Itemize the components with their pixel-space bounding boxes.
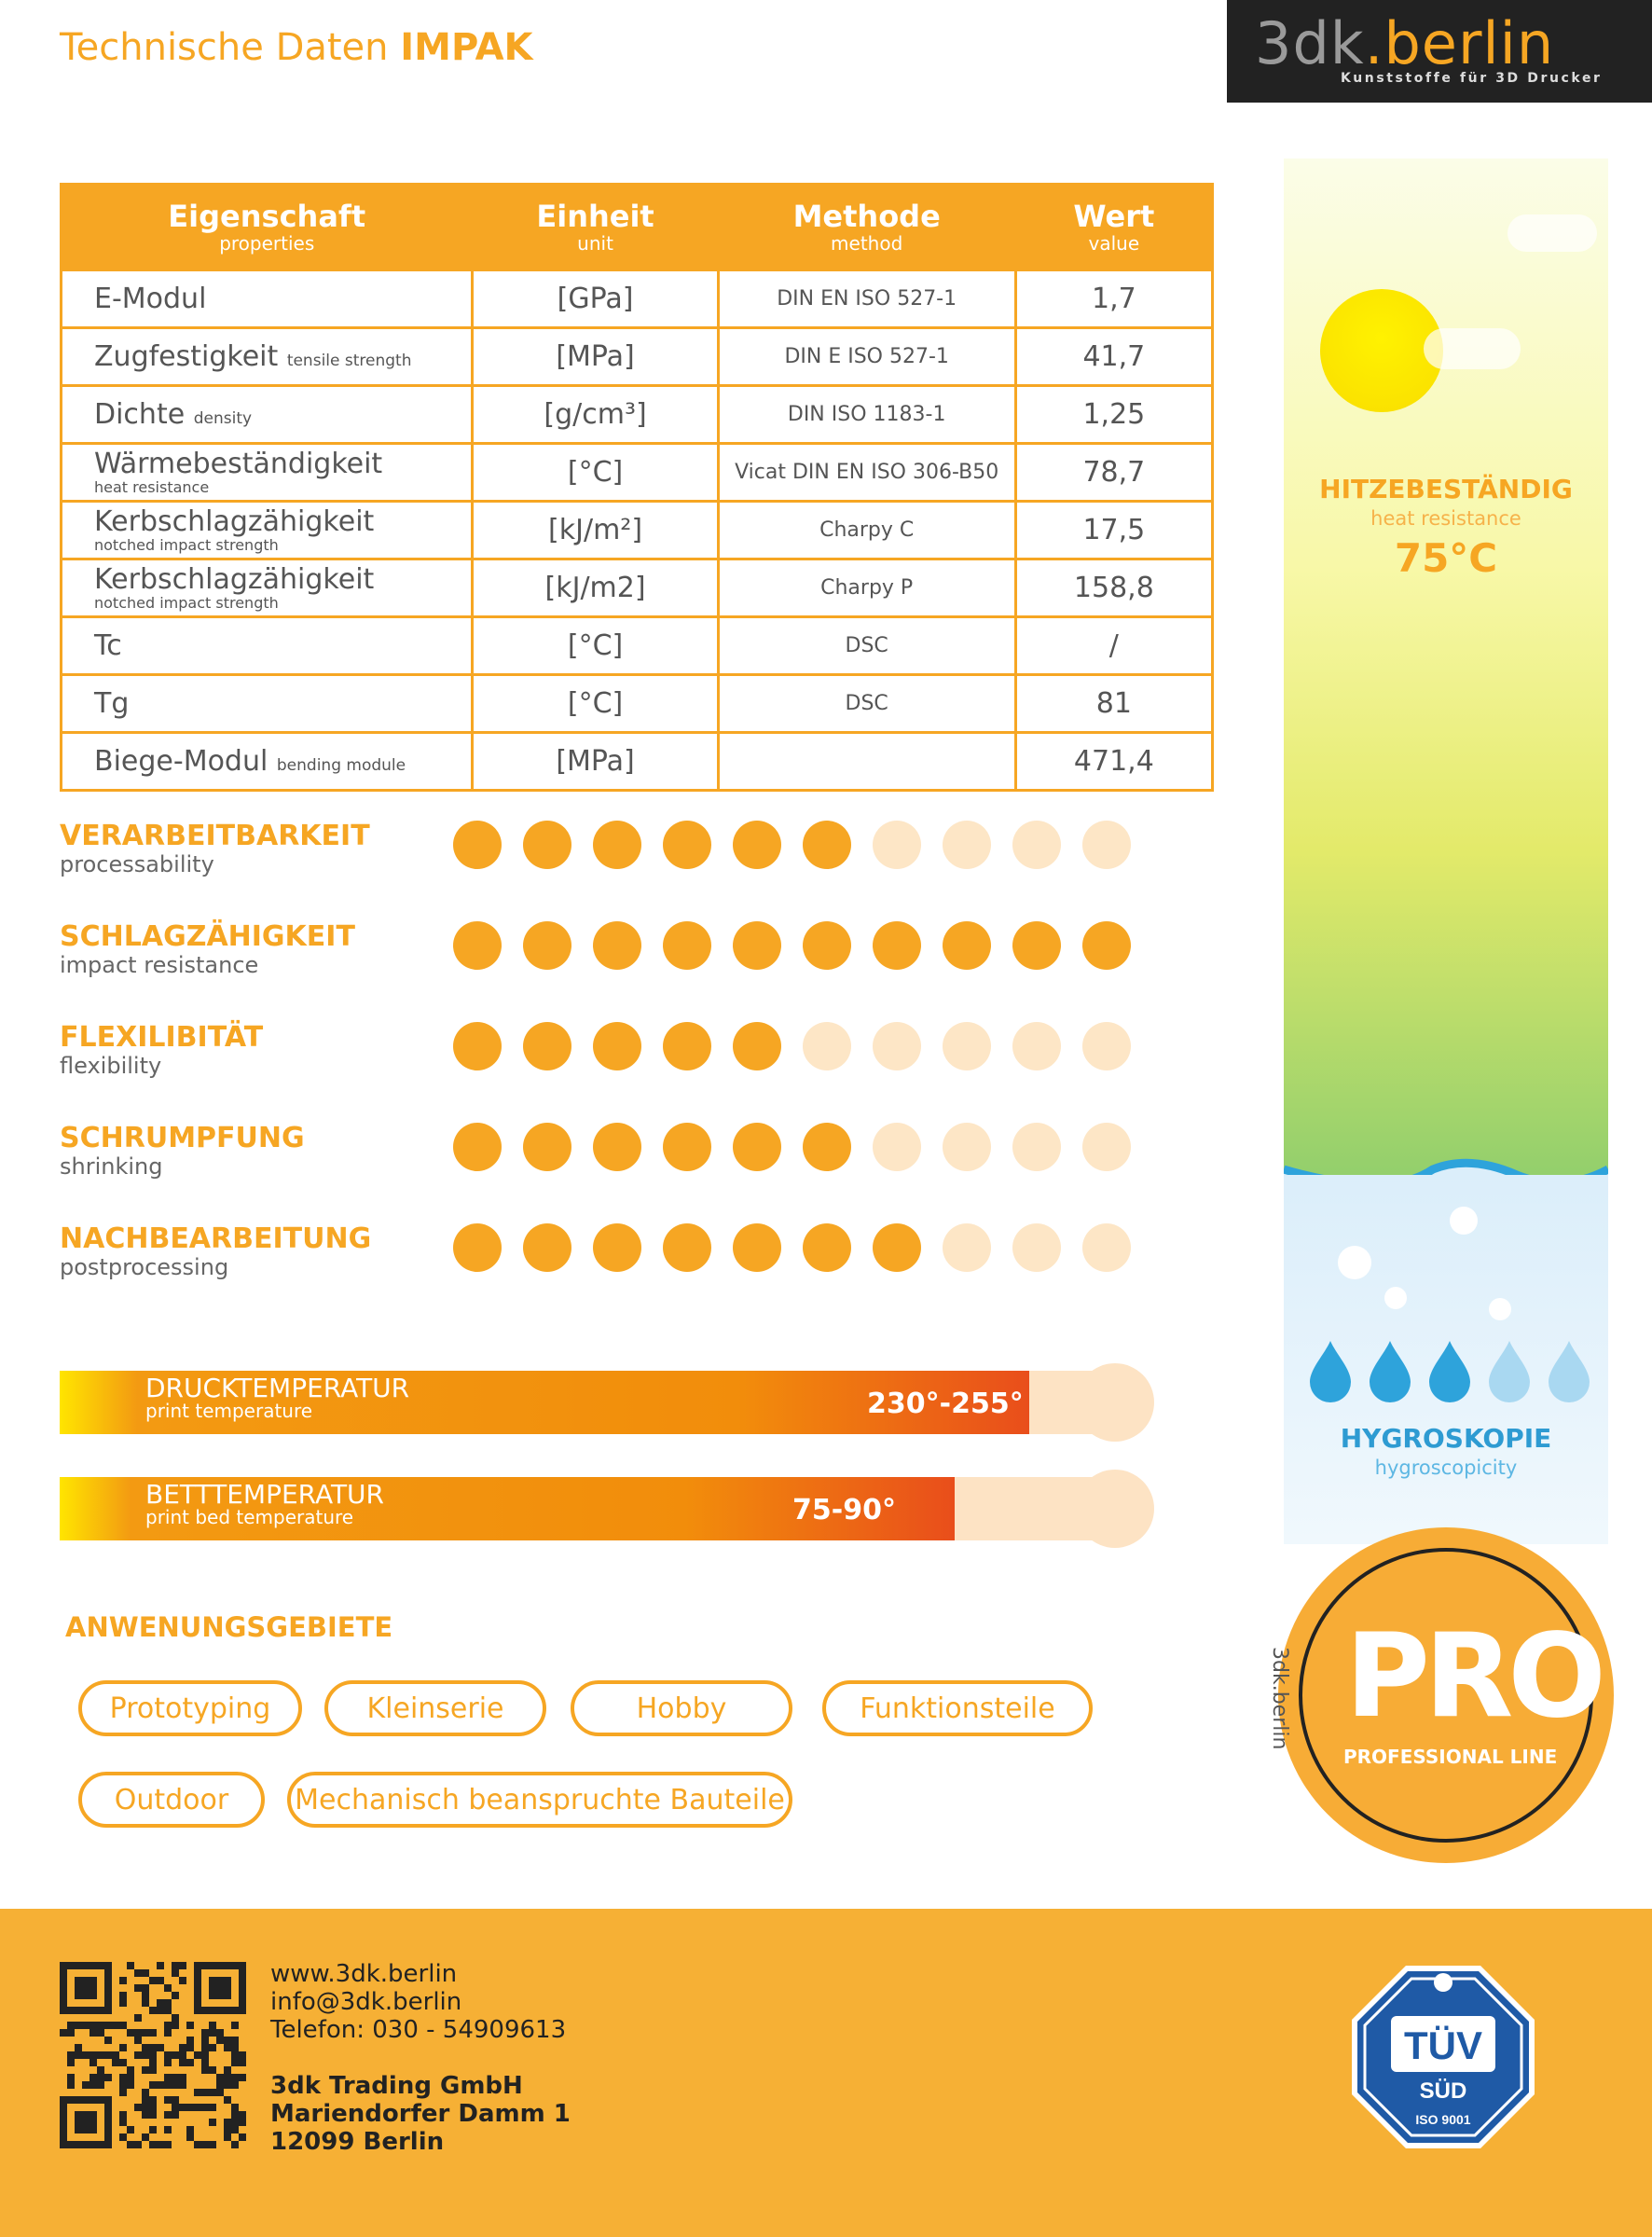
hygro-label: HYGROSKOPIE (1340, 1423, 1552, 1454)
rating-label (60, 1223, 371, 1280)
rating-dot-empty (1082, 1123, 1131, 1171)
property-name: Kerbschlagzähigkeit (94, 562, 375, 596)
property-name: Tc (94, 628, 122, 662)
property-translation: notched impact strength (94, 535, 279, 554)
rating-dot-empty (873, 1123, 921, 1171)
temperature-title: BETTTEMPERATUR (145, 1479, 385, 1510)
temperature-bar (60, 1470, 1154, 1542)
technical-data-table (60, 183, 1214, 792)
pro-badge (1268, 1527, 1614, 1863)
cell-unit: [°C] (473, 675, 718, 733)
rating-dot-empty (943, 1022, 991, 1070)
cell-method: Vicat DIN EN ISO 306-B50 (718, 444, 1015, 502)
bubble-icon (1384, 1287, 1407, 1309)
rating-dot-filled (523, 921, 571, 970)
col-header-de: Wert (1073, 198, 1155, 234)
rating-row (60, 921, 1178, 1005)
cell-value: 1,7 (1015, 270, 1212, 328)
table-header-row (62, 185, 1213, 270)
rating-title: VERARBEITBARKEIT (60, 820, 370, 852)
rating-dot-filled (663, 1022, 711, 1070)
table-row (62, 617, 1213, 675)
cell-value: 41,7 (1015, 328, 1212, 386)
table-row (62, 502, 1213, 559)
table-row (62, 559, 1213, 617)
rating-dot-filled (663, 1123, 711, 1171)
rating-dot-empty (1012, 1022, 1061, 1070)
rating-dot-empty (943, 1123, 991, 1171)
cell-unit: [°C] (473, 617, 718, 675)
rating-dot-filled (873, 1223, 921, 1272)
cell-method: DIN E ISO 527-1 (718, 328, 1015, 386)
temperature-bulb (1076, 1363, 1154, 1442)
rating-dot-filled (523, 1123, 571, 1171)
rating-row (60, 1123, 1178, 1207)
property-translation: tensile strength (286, 351, 412, 370)
rating-dot-filled (523, 1022, 571, 1070)
cell-property (62, 270, 473, 328)
rating-dot-empty (1082, 821, 1131, 869)
rating-subtitle: impact resistance (60, 952, 259, 978)
rating-dot-filled (733, 1022, 781, 1070)
rating-dot-empty (1082, 1223, 1131, 1272)
water-drop-icon (1308, 1341, 1353, 1402)
rating-label (60, 921, 355, 978)
title-product: IMPAK (400, 26, 533, 69)
col-header-de: Methode (792, 198, 941, 234)
property-name: Zugfestigkeit (94, 339, 279, 373)
rating-dot-filled (733, 921, 781, 970)
rating-title: SCHLAGZÄHIGKEIT (60, 920, 355, 953)
rating-subtitle: flexibility (60, 1053, 162, 1079)
sky-background (1284, 159, 1608, 1175)
rating-title: FLEXILIBITÄT (60, 1021, 264, 1054)
col-header-property (62, 185, 473, 270)
cell-method: Charpy C (718, 502, 1015, 559)
cell-value: 17,5 (1015, 502, 1212, 559)
temperature-subtitle: print temperature (145, 1400, 313, 1423)
rating-dot-filled (1012, 921, 1061, 970)
rating-dot-filled (803, 1223, 851, 1272)
cloud-icon (1507, 214, 1597, 252)
property-name: Tg (94, 686, 130, 720)
temperature-label (145, 1374, 409, 1421)
cell-unit: [MPa] (473, 328, 718, 386)
cell-value: 1,25 (1015, 386, 1212, 444)
rating-dot-filled (593, 1223, 641, 1272)
tuv-mid-text: SÜD (1419, 2078, 1467, 2104)
water-drop-icon (1547, 1341, 1591, 1402)
rating-subtitle: postprocessing (60, 1254, 229, 1280)
property-translation: notched impact strength (94, 593, 279, 612)
cell-property (62, 502, 473, 559)
property-translation: density (193, 408, 253, 428)
cell-method: DIN EN ISO 527-1 (718, 270, 1015, 328)
temperature-value: 75-90° (792, 1494, 896, 1526)
cell-unit: [°C] (473, 444, 718, 502)
rating-dot-filled (453, 1123, 502, 1171)
rating-dot-filled (663, 921, 711, 970)
temperature-subtitle: print bed temperature (145, 1506, 354, 1529)
cell-property (62, 559, 473, 617)
title-prefix: Technische Daten (60, 26, 389, 69)
rating-dot-filled (593, 1022, 641, 1070)
property-name: Dichte (94, 397, 186, 431)
application-tag[interactable]: Prototyping (78, 1680, 302, 1736)
cell-method (718, 733, 1015, 791)
cloud-icon (1424, 328, 1521, 369)
pro-badge-logo: 3dk.berlin (1268, 1647, 1291, 1750)
col-header-en: method (831, 232, 903, 255)
property-name: E-Modul (94, 282, 207, 315)
cell-value: 81 (1015, 675, 1212, 733)
water-drop-icon (1487, 1341, 1532, 1402)
company-name: 3dk Trading GmbH (270, 2072, 523, 2100)
rating-dot-filled (523, 821, 571, 869)
rating-label (60, 1123, 305, 1180)
rating-dot-filled (803, 1123, 851, 1171)
temperature-title: DRUCKTEMPERATUR (145, 1373, 410, 1403)
rating-dot-filled (733, 1223, 781, 1272)
rating-row (60, 1022, 1178, 1106)
heat-label: HITZEBESTÄNDIG (1319, 474, 1573, 504)
property-translation: heat resistance (94, 477, 210, 496)
rating-dot-filled (733, 821, 781, 869)
rating-dot-filled (803, 921, 851, 970)
rating-dot-empty (943, 1223, 991, 1272)
tuv-certification-icon (1350, 1964, 1536, 2150)
application-tag[interactable]: Mechanisch beanspruchte Bauteile (287, 1772, 792, 1828)
rating-dot-filled (873, 921, 921, 970)
application-tag[interactable]: Outdoor (78, 1772, 265, 1828)
heat-sublabel: heat resistance (1370, 507, 1521, 530)
water-drop-icon (1427, 1341, 1472, 1402)
cell-value: / (1015, 617, 1212, 675)
rating-subtitle: processability (60, 851, 214, 877)
cell-property (62, 733, 473, 791)
application-tag[interactable]: Hobby (571, 1680, 792, 1736)
cell-unit: [kJ/m2] (473, 559, 718, 617)
logo-tagline: Kunststoffe für 3D Drucker (1341, 71, 1603, 86)
rating-dot-filled (453, 1223, 502, 1272)
cell-value: 158,8 (1015, 559, 1212, 617)
rating-title: SCHRUMPFUNG (60, 1122, 305, 1154)
rating-dot-filled (593, 821, 641, 869)
col-header-method (718, 185, 1015, 270)
cell-unit: [GPa] (473, 270, 718, 328)
table-row (62, 386, 1213, 444)
cell-method: DSC (718, 617, 1015, 675)
col-header-de: Eigenschaft (168, 198, 366, 234)
rating-row (60, 1223, 1178, 1307)
rating-dot-filled (663, 821, 711, 869)
col-header-value (1015, 185, 1212, 270)
cell-property (62, 386, 473, 444)
logo-wordmark (1255, 9, 1555, 77)
col-header-unit (473, 185, 718, 270)
rating-dot-filled (453, 821, 502, 869)
cell-value: 78,7 (1015, 444, 1212, 502)
rating-row (60, 821, 1178, 904)
table-row (62, 444, 1213, 502)
hygro-sublabel: hygroscopicity (1374, 1457, 1518, 1479)
company-city: 12099 Berlin (270, 2128, 445, 2156)
table-row (62, 270, 1213, 328)
qr-code-icon[interactable] (60, 1962, 246, 2148)
application-tag[interactable]: Funktionsteile (822, 1680, 1093, 1736)
website-link[interactable]: www.3dk.berlin (270, 1960, 458, 1988)
applications-title: ANWENUNGSGEBIETE (65, 1611, 393, 1643)
cell-method: DSC (718, 675, 1015, 733)
rating-dot-empty (873, 821, 921, 869)
property-name: Biege-Modul (94, 744, 268, 778)
rating-dot-empty (1082, 1022, 1131, 1070)
cell-unit: [MPa] (473, 733, 718, 791)
rating-dot-empty (1012, 1123, 1061, 1171)
cell-property (62, 444, 473, 502)
tuv-iso-text: ISO 9001 (1415, 2112, 1471, 2127)
temperature-bar (60, 1363, 1154, 1436)
temperature-bulb (1076, 1470, 1154, 1548)
bubble-icon (1338, 1246, 1371, 1279)
col-header-en: properties (219, 232, 315, 255)
col-header-de: Einheit (536, 198, 654, 234)
col-header-en: unit (577, 232, 613, 255)
rating-label (60, 1022, 263, 1079)
rating-title: NACHBEARBEITUNG (60, 1222, 372, 1255)
cell-property (62, 675, 473, 733)
pro-badge-text: PRO (1345, 1609, 1601, 1744)
rating-dot-filled (1082, 921, 1131, 970)
brand-logo[interactable] (1227, 0, 1652, 103)
tuv-top-text: TÜV (1404, 2023, 1482, 2067)
property-translation: bending module (276, 755, 406, 775)
cell-method: DIN ISO 1183-1 (718, 386, 1015, 444)
rating-dot-empty (943, 821, 991, 869)
email-link[interactable]: info@3dk.berlin (270, 1988, 462, 2016)
rating-dot-filled (663, 1223, 711, 1272)
cell-unit: [g/cm³] (473, 386, 718, 444)
rating-label (60, 821, 370, 877)
col-header-en: value (1088, 232, 1140, 255)
application-tag[interactable]: Kleinserie (324, 1680, 546, 1736)
contact-block (270, 1960, 571, 2156)
property-name: Kerbschlagzähigkeit (94, 504, 375, 538)
rating-dot-filled (943, 921, 991, 970)
logo-dot: . (1364, 9, 1384, 77)
bubble-icon (1450, 1207, 1478, 1235)
temperature-value: 230°-255° (867, 1388, 1024, 1420)
rating-dot-filled (803, 821, 851, 869)
table-row (62, 328, 1213, 386)
cell-method: Charpy P (718, 559, 1015, 617)
logo-part1: 3dk (1255, 9, 1365, 77)
cell-unit: [kJ/m²] (473, 502, 718, 559)
rating-subtitle: shrinking (60, 1153, 163, 1180)
heat-value: 75°C (1394, 535, 1498, 581)
bubble-icon (1489, 1298, 1511, 1320)
rating-dot-filled (733, 1123, 781, 1171)
table-row (62, 675, 1213, 733)
company-street: Mariendorfer Damm 1 (270, 2100, 571, 2128)
table-row (62, 733, 1213, 791)
side-panel (1284, 159, 1608, 1544)
rating-dot-filled (453, 1022, 502, 1070)
page-title (60, 26, 533, 69)
pro-badge-line: PROFESSIONAL LINE (1343, 1746, 1558, 1768)
rating-dot-empty (873, 1022, 921, 1070)
rating-dot-filled (593, 921, 641, 970)
logo-part2: berlin (1384, 9, 1555, 77)
cell-value: 471,4 (1015, 733, 1212, 791)
rating-dot-empty (803, 1022, 851, 1070)
rating-dot-filled (453, 921, 502, 970)
rating-dot-empty (1012, 1223, 1061, 1272)
temperature-label (145, 1481, 384, 1527)
cell-property (62, 617, 473, 675)
rating-dot-filled (523, 1223, 571, 1272)
rating-dot-empty (1012, 821, 1061, 869)
water-drop-icon (1368, 1341, 1412, 1402)
property-name: Wärmebeständigkeit (94, 447, 383, 480)
rating-dot-filled (593, 1123, 641, 1171)
cell-property (62, 328, 473, 386)
phone-text: Telefon: 030 - 54909613 (270, 2016, 567, 2044)
